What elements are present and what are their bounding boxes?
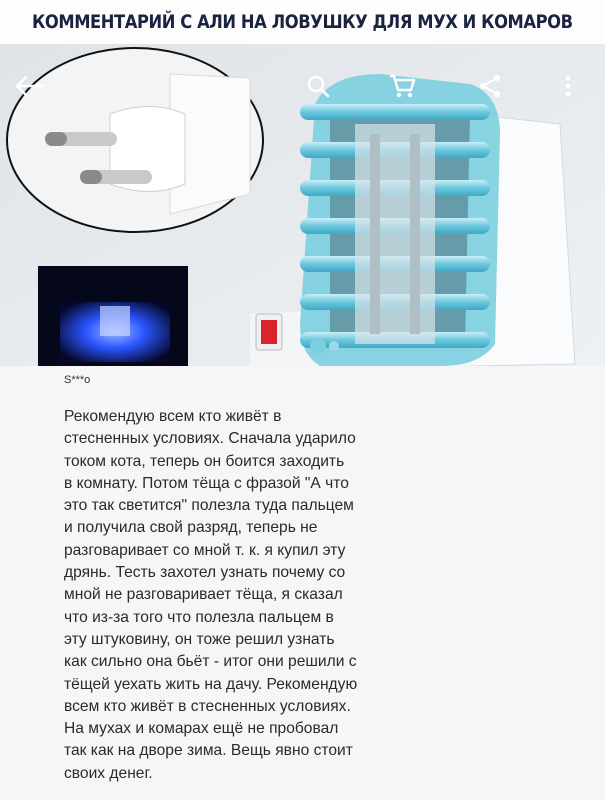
cart-button[interactable] [382, 62, 422, 110]
review-line: в комнату. Потом тёща с фразой "А что [64, 474, 349, 492]
share-icon [478, 74, 502, 98]
back-arrow-icon [15, 75, 45, 97]
review-line: как сильно она бьёт - итог они решили с [64, 653, 357, 671]
review-line: дрянь. Тесть захотел узнать почему со [64, 564, 346, 582]
review-line: всем кто живёт в стесненных условиях. [64, 697, 351, 715]
share-button[interactable] [470, 62, 510, 110]
review-card [0, 366, 605, 800]
review-line: и получила свой разряд, теперь не [64, 519, 318, 537]
meme-title: КОММЕНТАРИЙ С АЛИ НА ЛОВУШКУ ДЛЯ МУХ И КОМАРОВ [32, 11, 573, 33]
app-toolbar [0, 62, 605, 110]
meme-title-bar [0, 0, 605, 44]
review-line: эту штуковину, он тоже решил узнать [64, 630, 335, 648]
search-icon [306, 74, 330, 98]
cart-icon [388, 73, 416, 99]
more-button[interactable] [548, 62, 588, 110]
review-line: стесненных условиях. Сначала ударило [64, 430, 356, 448]
review-line: тёщей уехать жить на дачу. Рекомендую [64, 675, 358, 693]
review-line: мной не разговаривает тёща, я сказал [64, 586, 343, 604]
more-vertical-icon [564, 74, 572, 98]
review-line: Рекомендую всем кто живёт в [64, 408, 282, 425]
search-button[interactable] [298, 62, 338, 110]
review-text [64, 406, 534, 785]
review-line: что из-за того что полезла пальцем в [64, 608, 334, 626]
power-switch [261, 320, 277, 344]
review-line: своих денег. [64, 764, 153, 782]
review-line: разговаривает со мной т. к. я купил эту [64, 541, 346, 559]
review-line: это так светится" полезла туда пальцем [64, 497, 354, 515]
review-author: S***o [64, 374, 91, 386]
back-button[interactable] [10, 62, 50, 110]
review-line: так как на дворе зима. Вещь явно стоит [64, 742, 353, 760]
review-line: током кота, теперь он боится заходить [64, 452, 345, 470]
review-line: На мухах и комарах ещё не пробовал [64, 720, 339, 738]
